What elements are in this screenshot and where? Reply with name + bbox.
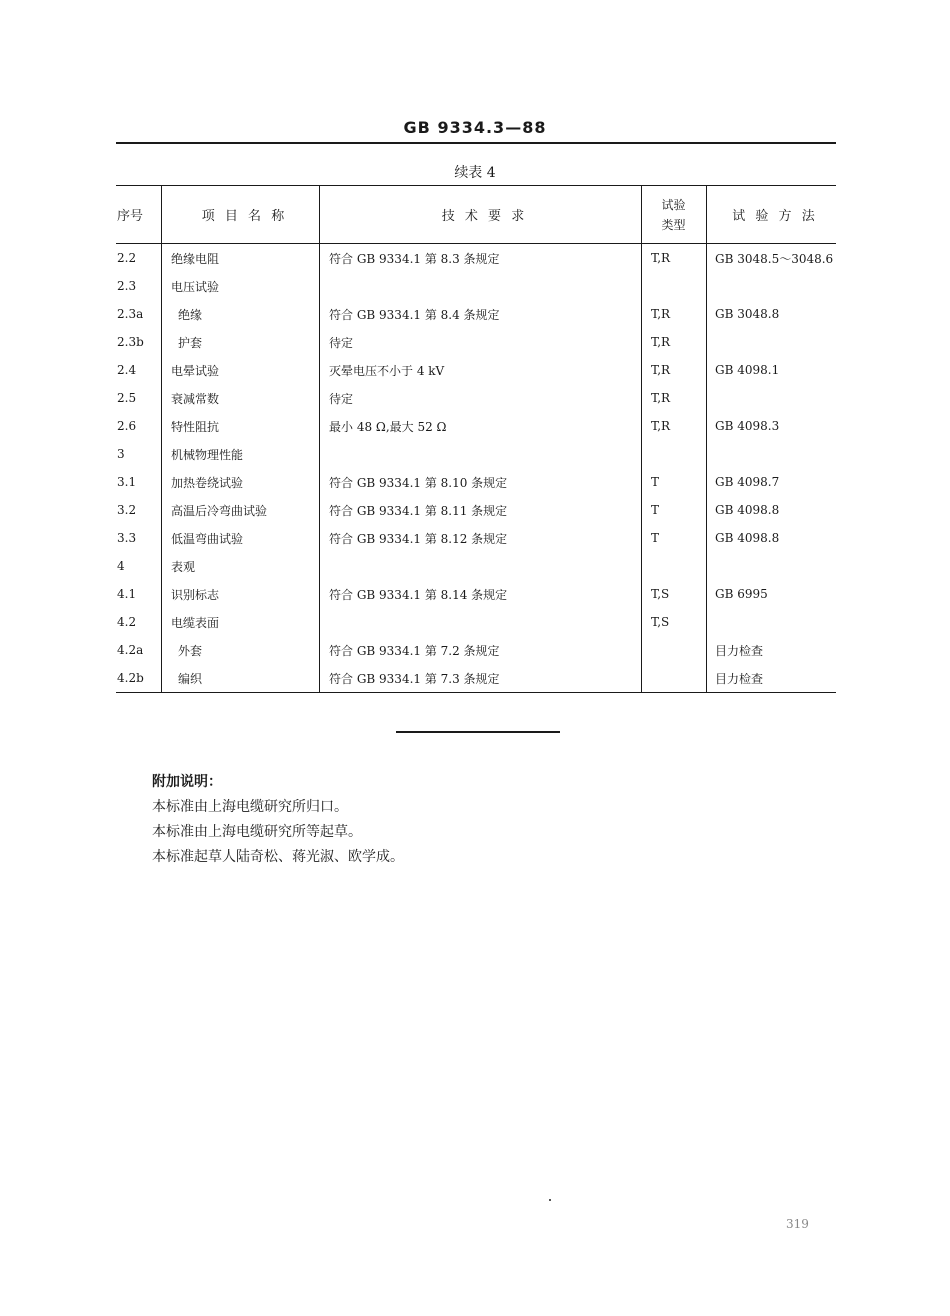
cell-test-type: T,R xyxy=(642,244,707,273)
table-row xyxy=(116,636,836,664)
table-row xyxy=(116,440,836,468)
cell-item-name: 绝缘电阻 xyxy=(162,244,320,273)
table-row xyxy=(116,300,836,328)
table-row xyxy=(116,328,836,356)
table-row xyxy=(116,272,836,300)
cell-requirement xyxy=(320,440,642,468)
cell-item-name: 电缆表面 xyxy=(162,608,320,636)
requirements-table xyxy=(116,185,836,693)
header-rule xyxy=(116,142,836,144)
cell-seq: 2.3 xyxy=(117,279,137,293)
table-row xyxy=(116,608,836,636)
note-line: 本标准由上海电缆研究所等起草。 xyxy=(152,824,362,840)
additional-notes xyxy=(152,770,404,870)
cell-test-method: GB 4098.8 xyxy=(707,496,837,524)
cell-test-method: 目力检查 xyxy=(707,636,837,664)
cell-test-type: T,R xyxy=(642,384,707,412)
cell-seq: 3.3 xyxy=(117,531,137,545)
page-number: 319 xyxy=(786,1217,809,1231)
cell-requirement: 符合 GB 9334.1 第 7.2 条规定 xyxy=(320,636,642,664)
cell-test-type xyxy=(642,552,707,580)
cell-item-name: 衰减常数 xyxy=(162,384,320,412)
column-header-method: 试 验 方 法 xyxy=(707,186,837,244)
cell-test-method xyxy=(707,384,837,412)
table-body xyxy=(116,244,836,693)
cell-seq: 2.4 xyxy=(117,363,137,377)
cell-item-name: 绝缘 xyxy=(162,300,320,328)
cell-requirement: 符合 GB 9334.1 第 7.3 条规定 xyxy=(320,664,642,693)
cell-test-method xyxy=(707,440,837,468)
cell-test-method: GB 4098.8 xyxy=(707,524,837,552)
cell-test-method: GB 6995 xyxy=(707,580,837,608)
cell-test-type: T,R xyxy=(642,300,707,328)
document-code: GB 9334.3—88 xyxy=(403,118,547,137)
table-row xyxy=(116,664,836,693)
cell-test-method xyxy=(707,552,837,580)
cell-test-type xyxy=(642,440,707,468)
cell-test-type: T,R xyxy=(642,412,707,440)
cell-test-method: GB 4098.1 xyxy=(707,356,837,384)
table-row xyxy=(116,412,836,440)
table-header-row xyxy=(116,186,836,244)
cell-requirement: 符合 GB 9334.1 第 8.12 条规定 xyxy=(320,524,642,552)
cell-requirement: 符合 GB 9334.1 第 8.14 条规定 xyxy=(320,580,642,608)
cell-requirement: 最小 48 Ω,最大 52 Ω xyxy=(320,412,642,440)
cell-test-method xyxy=(707,272,837,300)
cell-item-name: 电压试验 xyxy=(162,272,320,300)
cell-test-method: GB 3048.5～3048.6 xyxy=(707,244,837,273)
cell-test-method xyxy=(707,608,837,636)
cell-test-type: T xyxy=(642,496,707,524)
cell-seq: 2.3a xyxy=(117,307,144,321)
cell-test-type xyxy=(642,272,707,300)
cell-test-type: T,S xyxy=(642,608,707,636)
cell-test-type: T xyxy=(642,524,707,552)
cell-item-name: 高温后冷弯曲试验 xyxy=(162,496,320,524)
cell-item-name: 护套 xyxy=(162,328,320,356)
cell-requirement: 待定 xyxy=(320,384,642,412)
table-caption: 续表 4 xyxy=(454,165,496,181)
table-row xyxy=(116,524,836,552)
cell-requirement: 符合 GB 9334.1 第 8.10 条规定 xyxy=(320,468,642,496)
cell-requirement xyxy=(320,272,642,300)
test-type-header-text: 试验类型 xyxy=(661,197,686,232)
cell-test-type: T,R xyxy=(642,328,707,356)
cell-seq: 4.2a xyxy=(117,643,144,657)
cell-requirement: 符合 GB 9334.1 第 8.11 条规定 xyxy=(320,496,642,524)
cell-seq: 4 xyxy=(117,559,125,573)
cell-item-name: 特性阻抗 xyxy=(162,412,320,440)
cell-item-name: 机械物理性能 xyxy=(162,440,320,468)
cell-requirement: 符合 GB 9334.1 第 8.4 条规定 xyxy=(320,300,642,328)
cell-seq: 3.1 xyxy=(117,475,137,489)
cell-item-name: 加热卷绕试验 xyxy=(162,468,320,496)
cell-seq: 4.2b xyxy=(116,664,162,693)
scan-speck xyxy=(549,1199,551,1201)
table-row xyxy=(116,356,836,384)
table-row xyxy=(116,244,836,273)
end-separator xyxy=(396,731,560,733)
cell-seq: 4.2 xyxy=(117,615,137,629)
cell-item-name: 表观 xyxy=(162,552,320,580)
cell-test-type: T,R xyxy=(642,356,707,384)
cell-item-name: 识别标志 xyxy=(162,580,320,608)
cell-seq: 2.3b xyxy=(117,335,144,349)
cell-seq: 2.2 xyxy=(117,251,137,265)
cell-item-name: 低温弯曲试验 xyxy=(162,524,320,552)
column-header-item: 项 目 名 称 xyxy=(162,186,320,244)
cell-test-type: T,S xyxy=(642,580,707,608)
column-header-requirement: 技 术 要 求 xyxy=(320,186,642,244)
cell-requirement: 符合 GB 9334.1 第 8.3 条规定 xyxy=(320,244,642,273)
cell-seq: 2.6 xyxy=(117,419,137,433)
column-header-seq: 序号 xyxy=(116,186,162,244)
cell-seq: 4.1 xyxy=(117,587,137,601)
cell-test-type xyxy=(642,664,707,693)
cell-requirement xyxy=(320,608,642,636)
column-header-test-type xyxy=(642,186,707,244)
table-row xyxy=(116,580,836,608)
cell-item-name: 电晕试验 xyxy=(162,356,320,384)
requirements-table-container xyxy=(116,185,836,693)
cell-test-method: GB 4098.7 xyxy=(707,468,837,496)
cell-requirement: 灭晕电压不小于 4 kV xyxy=(320,356,642,384)
cell-item-name: 编织 xyxy=(162,664,320,693)
note-line: 本标准起草人陆奇松、蒋光淑、欧学成。 xyxy=(152,849,404,865)
cell-requirement xyxy=(320,552,642,580)
notes-heading: 附加说明： xyxy=(152,774,222,790)
cell-test-method xyxy=(707,328,837,356)
table-row xyxy=(116,468,836,496)
table-row xyxy=(116,552,836,580)
note-line: 本标准由上海电缆研究所归口。 xyxy=(152,799,348,815)
cell-seq: 2.5 xyxy=(117,391,137,405)
table-row xyxy=(116,384,836,412)
cell-requirement: 待定 xyxy=(320,328,642,356)
cell-seq: 3 xyxy=(117,447,125,461)
table-row xyxy=(116,496,836,524)
cell-test-method: GB 3048.8 xyxy=(707,300,837,328)
cell-test-method: 目力检查 xyxy=(707,664,837,693)
cell-seq: 3.2 xyxy=(117,503,137,517)
cell-test-type: T xyxy=(642,468,707,496)
cell-item-name: 外套 xyxy=(162,636,320,664)
cell-test-method: GB 4098.3 xyxy=(707,412,837,440)
cell-test-type xyxy=(642,636,707,664)
